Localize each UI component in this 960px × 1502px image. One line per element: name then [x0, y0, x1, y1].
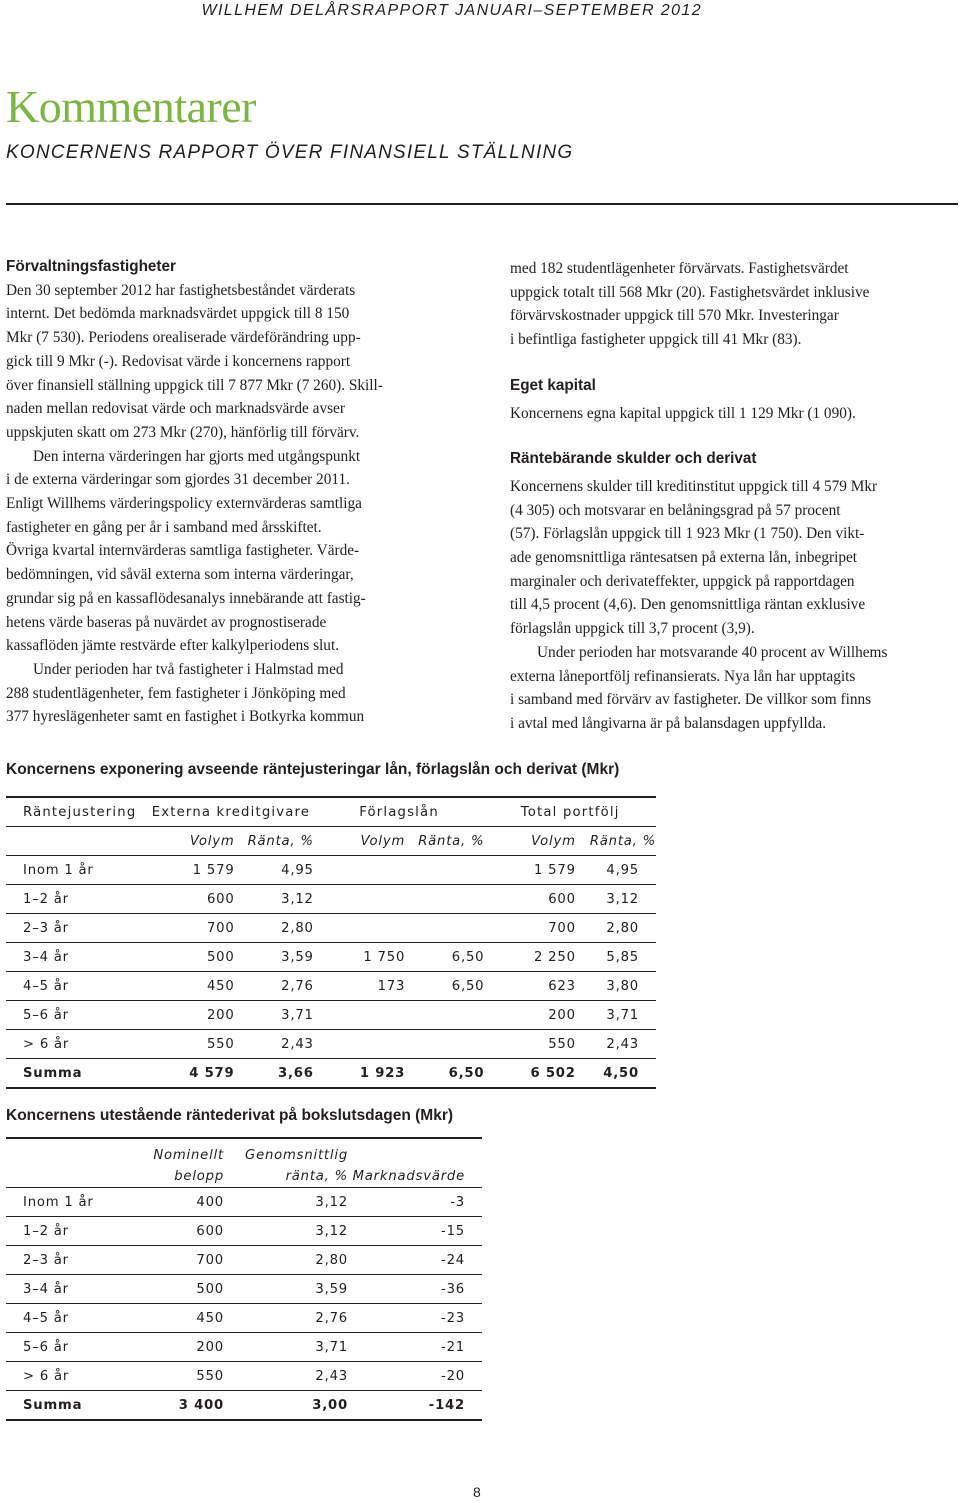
column-header: Marknadsvärde — [348, 1165, 482, 1188]
table-row — [6, 1333, 482, 1362]
cell: 3,66 — [235, 1059, 314, 1089]
right-column — [510, 257, 960, 736]
section-heading-equity: Eget kapital — [510, 376, 596, 394]
table-total-row — [6, 1059, 656, 1089]
cell: 500 — [136, 1275, 224, 1304]
text-line: fastigheter en gång per år i samband med årsskiftet. — [6, 518, 322, 536]
cell: -15 — [348, 1217, 482, 1246]
column-header: Externa kreditgivare — [148, 797, 314, 827]
cell: -142 — [348, 1391, 482, 1421]
cell: 550 — [484, 1030, 575, 1059]
cell: 700 — [136, 1246, 224, 1275]
cell: 4,50 — [576, 1059, 656, 1089]
cell: 1 579 — [148, 856, 234, 885]
text-line: till 4,5 procent (4,6). Den genomsnittliga räntan exklusive — [510, 596, 866, 614]
cell: 500 — [148, 943, 234, 972]
table-header-row — [6, 1138, 482, 1165]
cell: 3,12 — [224, 1188, 348, 1217]
cell — [6, 1138, 136, 1165]
cell: 2 250 — [484, 943, 575, 972]
cell: 600 — [148, 885, 234, 914]
page-subtitle: KONCERNENS RAPPORT ÖVER FINANSIELL STÄLLNING — [6, 142, 574, 163]
column-header: Nominellt — [136, 1138, 224, 1165]
text-line: Koncernens egna kapital uppgick till 1 129 Mkr (1 090). — [510, 404, 856, 422]
text-line: internt. Det bedömda marknadsvärdet uppgick till 8 150 — [6, 305, 350, 323]
cell: 2,80 — [576, 914, 656, 943]
cell: 700 — [148, 914, 234, 943]
cell: -36 — [348, 1275, 482, 1304]
cell: 6,50 — [405, 972, 484, 1001]
cell: 200 — [484, 1001, 575, 1030]
text-line: i befintliga fastigheter uppgick till 41 Mkr (83). — [510, 331, 802, 349]
cell — [405, 1001, 484, 1030]
table-body — [6, 856, 656, 1059]
column-subheader: Ränta, % — [405, 827, 484, 856]
text-line: hetens värde baseras på nuvärdet av prognostiserade — [6, 613, 327, 631]
cell: 3,59 — [224, 1275, 348, 1304]
column-subheader: Volym — [484, 827, 575, 856]
cell: 3,00 — [224, 1391, 348, 1421]
table-row — [6, 1304, 482, 1333]
cell — [405, 914, 484, 943]
cell — [405, 1030, 484, 1059]
cell: 3,80 — [576, 972, 656, 1001]
cell: 2,43 — [235, 1030, 314, 1059]
cell: 450 — [148, 972, 234, 1001]
header-rule — [6, 203, 958, 205]
cell: -20 — [348, 1362, 482, 1391]
cell: 3,71 — [235, 1001, 314, 1030]
cell: 3,71 — [576, 1001, 656, 1030]
table-row — [6, 1217, 482, 1246]
table-total-row — [6, 1391, 482, 1421]
cell: 3,12 — [235, 885, 314, 914]
row-label: 1–2 år — [6, 885, 148, 914]
text-line: Koncernens skulder till kreditinstitut uppgick till 4 579 Mkr — [510, 477, 878, 495]
table-row — [6, 1275, 482, 1304]
cell: 4,95 — [235, 856, 314, 885]
row-label: 5–6 år — [6, 1001, 148, 1030]
text-line: gick till 9 Mkr (-). Redovisat värde i koncernens rapport — [6, 352, 351, 370]
paragraph-1 — [6, 279, 476, 445]
left-column — [6, 255, 476, 729]
cell: 623 — [484, 972, 575, 1001]
row-label: Inom 1 år — [6, 856, 148, 885]
row-label: 3–4 år — [6, 1275, 136, 1304]
table2-title: Koncernens utestående räntederivat på bokslutsdagen (Mkr) — [6, 1107, 454, 1124]
cell: 550 — [136, 1362, 224, 1391]
cell: 3 400 — [136, 1391, 224, 1421]
text-line: grundar sig på en kassaflödesanalys innebärande att fastig- — [6, 589, 366, 607]
text-line: 377 hyreslägenheter samt en fastighet i Botkyrka kommun — [6, 708, 365, 726]
text-line: Under perioden har två fastigheter i Halmstad med — [33, 660, 344, 678]
cell: 3,12 — [224, 1217, 348, 1246]
column-header: Genomsnittlig — [224, 1138, 348, 1165]
cell: -3 — [348, 1188, 482, 1217]
table-row — [6, 1362, 482, 1391]
running-head: WILLHEM DELÅRSRAPPORT JANUARI–SEPTEMBER 2012 — [201, 2, 702, 19]
text-line: ade genomsnittliga räntesatsen på externa lån, inbegripet — [510, 549, 858, 567]
table-header-row-2 — [6, 1165, 482, 1188]
cell: 2,80 — [224, 1246, 348, 1275]
cell: 4,95 — [576, 856, 656, 885]
table-row — [6, 856, 656, 885]
cell — [314, 914, 405, 943]
paragraph-2 — [6, 445, 476, 658]
table-subheader-row — [6, 827, 656, 856]
column-header: Total portfölj — [484, 797, 656, 827]
table-row — [6, 943, 656, 972]
text-line: i avtal med långivarna är på balansdagen uppfyllda. — [510, 714, 827, 732]
cell: 6 502 — [484, 1059, 575, 1089]
cell: 173 — [314, 972, 405, 1001]
table-row — [6, 1030, 656, 1059]
text-line: i de externa värderingar som gjordes 31 december 2011. — [6, 471, 350, 489]
table1-title: Koncernens exponering avseende räntejusteringar lån, förlagslån och derivat (Mkr) — [6, 761, 620, 778]
cell — [405, 885, 484, 914]
cell: 2,43 — [224, 1362, 348, 1391]
cell: 2,76 — [235, 972, 314, 1001]
text-line: 288 studentlägenheter, fem fastigheter i Jönköping med — [6, 684, 346, 702]
text-line: Den interna värderingen har gjorts med utgångspunkt — [33, 447, 361, 465]
cell: 2,43 — [576, 1030, 656, 1059]
table-row — [6, 1188, 482, 1217]
table-row — [6, 914, 656, 943]
row-label: > 6 år — [6, 1362, 136, 1391]
cell: 6,50 — [405, 1059, 484, 1089]
table-row — [6, 1001, 656, 1030]
text-line: uppskjuten skatt om 273 Mkr (270), hänförlig till förvärv. — [6, 423, 360, 441]
cell: 1 579 — [484, 856, 575, 885]
cell — [405, 856, 484, 885]
cell: 450 — [136, 1304, 224, 1333]
cell — [348, 1138, 482, 1165]
text-line: Den 30 september 2012 har fastighetsbeståndet värderats — [6, 281, 356, 299]
text-line: med 182 studentlägenheter förvärvats. Fastighetsvärdet — [510, 260, 849, 277]
cell: Summa — [6, 1391, 136, 1421]
column-subheader: Ränta, % — [576, 827, 656, 856]
cell — [314, 1030, 405, 1059]
cell — [314, 856, 405, 885]
cell: -24 — [348, 1246, 482, 1275]
page-title: Kommentarer — [6, 81, 256, 132]
cell: 550 — [148, 1030, 234, 1059]
row-label: 2–3 år — [6, 1246, 136, 1275]
text-line: Enligt Willhems värderingspolicy externvärderas samtliga — [6, 495, 362, 513]
text-line: (4 305) och motsvarar en belåningsgrad på 57 procent — [510, 501, 841, 519]
row-label: > 6 år — [6, 1030, 148, 1059]
text-line: uppgick totalt till 568 Mkr (20). Fastighetsvärdet inklusive — [510, 283, 870, 301]
column-subheader: Volym — [148, 827, 234, 856]
text-line: (57). Förlagslån uppgick till 1 923 Mkr (1 750). Den vikt- — [510, 525, 865, 543]
cell: -21 — [348, 1333, 482, 1362]
row-label: 5–6 år — [6, 1333, 136, 1362]
cell: 3,71 — [224, 1333, 348, 1362]
table-header-row — [6, 797, 656, 827]
section-heading-properties: Förvaltningsfastigheter — [6, 258, 176, 275]
text-line: förvärvskostnader uppgick till 570 Mkr. Investeringar — [510, 307, 839, 325]
cell: 3,12 — [576, 885, 656, 914]
column-header: ränta, % — [224, 1165, 348, 1188]
row-label: 4–5 år — [6, 972, 148, 1001]
text-line: externa låneportfölj refinansierats. Nya lån har upptagits — [510, 667, 856, 685]
table-body — [6, 1188, 482, 1391]
column-header: belopp — [136, 1165, 224, 1188]
page-number: 8 — [473, 1484, 481, 1500]
text-line: Under perioden har motsvarande 40 procent av Willhems — [537, 643, 888, 661]
cell — [314, 1001, 405, 1030]
cell: 600 — [136, 1217, 224, 1246]
cell: 200 — [148, 1001, 234, 1030]
section-heading-debt: Räntebärande skulder och derivat — [510, 450, 757, 468]
cell: 600 — [484, 885, 575, 914]
text-line: över finansiell ställning uppgick till 7 877 Mkr (7 260). Skill- — [6, 376, 383, 394]
text-line: kassaflöden jämte restvärde efter kalkylperiodens slut. — [6, 637, 340, 655]
table-row — [6, 1246, 482, 1275]
cell — [314, 885, 405, 914]
text-line: Mkr (7 530). Periodens orealiserade värdeförändring upp- — [6, 329, 361, 347]
cell: 400 — [136, 1188, 224, 1217]
text-line: bedömningen, vid såväl externa som interna värderingar, — [6, 566, 354, 584]
row-label: 1–2 år — [6, 1217, 136, 1246]
cell: Summa — [6, 1059, 148, 1089]
column-subheader: Volym — [314, 827, 405, 856]
column-header: Räntejustering — [6, 797, 148, 827]
text-line: marginaler och derivateffekter, uppgick på rapportdagen — [510, 572, 855, 590]
cell: 1 923 — [314, 1059, 405, 1089]
table-row — [6, 972, 656, 1001]
table-row — [6, 885, 656, 914]
cell: 200 — [136, 1333, 224, 1362]
text-line: i samband med förvärv av fastigheter. De villkor som finns — [510, 691, 872, 709]
column-header: Förlagslån — [314, 797, 485, 827]
text-line: Övriga kvartal internvärderas samtliga fastigheter. Värde- — [6, 542, 360, 560]
interest-exposure-table — [6, 796, 656, 1089]
cell — [6, 827, 148, 856]
paragraph-3 — [6, 658, 476, 729]
cell: -23 — [348, 1304, 482, 1333]
row-label: 4–5 år — [6, 1304, 136, 1333]
cell: 6,50 — [405, 943, 484, 972]
row-label: 2–3 år — [6, 914, 148, 943]
cell: 2,80 — [235, 914, 314, 943]
row-label: 3–4 år — [6, 943, 148, 972]
text-line: naden mellan redovisat värde och marknadsvärde avser — [6, 400, 345, 418]
paragraph-debt-2 — [510, 641, 960, 736]
cell: 4 579 — [148, 1059, 234, 1089]
cell: 5,85 — [576, 943, 656, 972]
cell: 3,59 — [235, 943, 314, 972]
cell: 2,76 — [224, 1304, 348, 1333]
column-subheader: Ränta, % — [235, 827, 314, 856]
cell — [6, 1165, 136, 1188]
cell: 1 750 — [314, 943, 405, 972]
derivatives-table — [6, 1137, 482, 1421]
text-line: förlagslån uppgick till 3,7 procent (3,9). — [510, 620, 755, 638]
paragraph-continued — [510, 257, 960, 352]
row-label: Inom 1 år — [6, 1188, 136, 1217]
paragraph-debt — [510, 475, 960, 641]
cell: 700 — [484, 914, 575, 943]
